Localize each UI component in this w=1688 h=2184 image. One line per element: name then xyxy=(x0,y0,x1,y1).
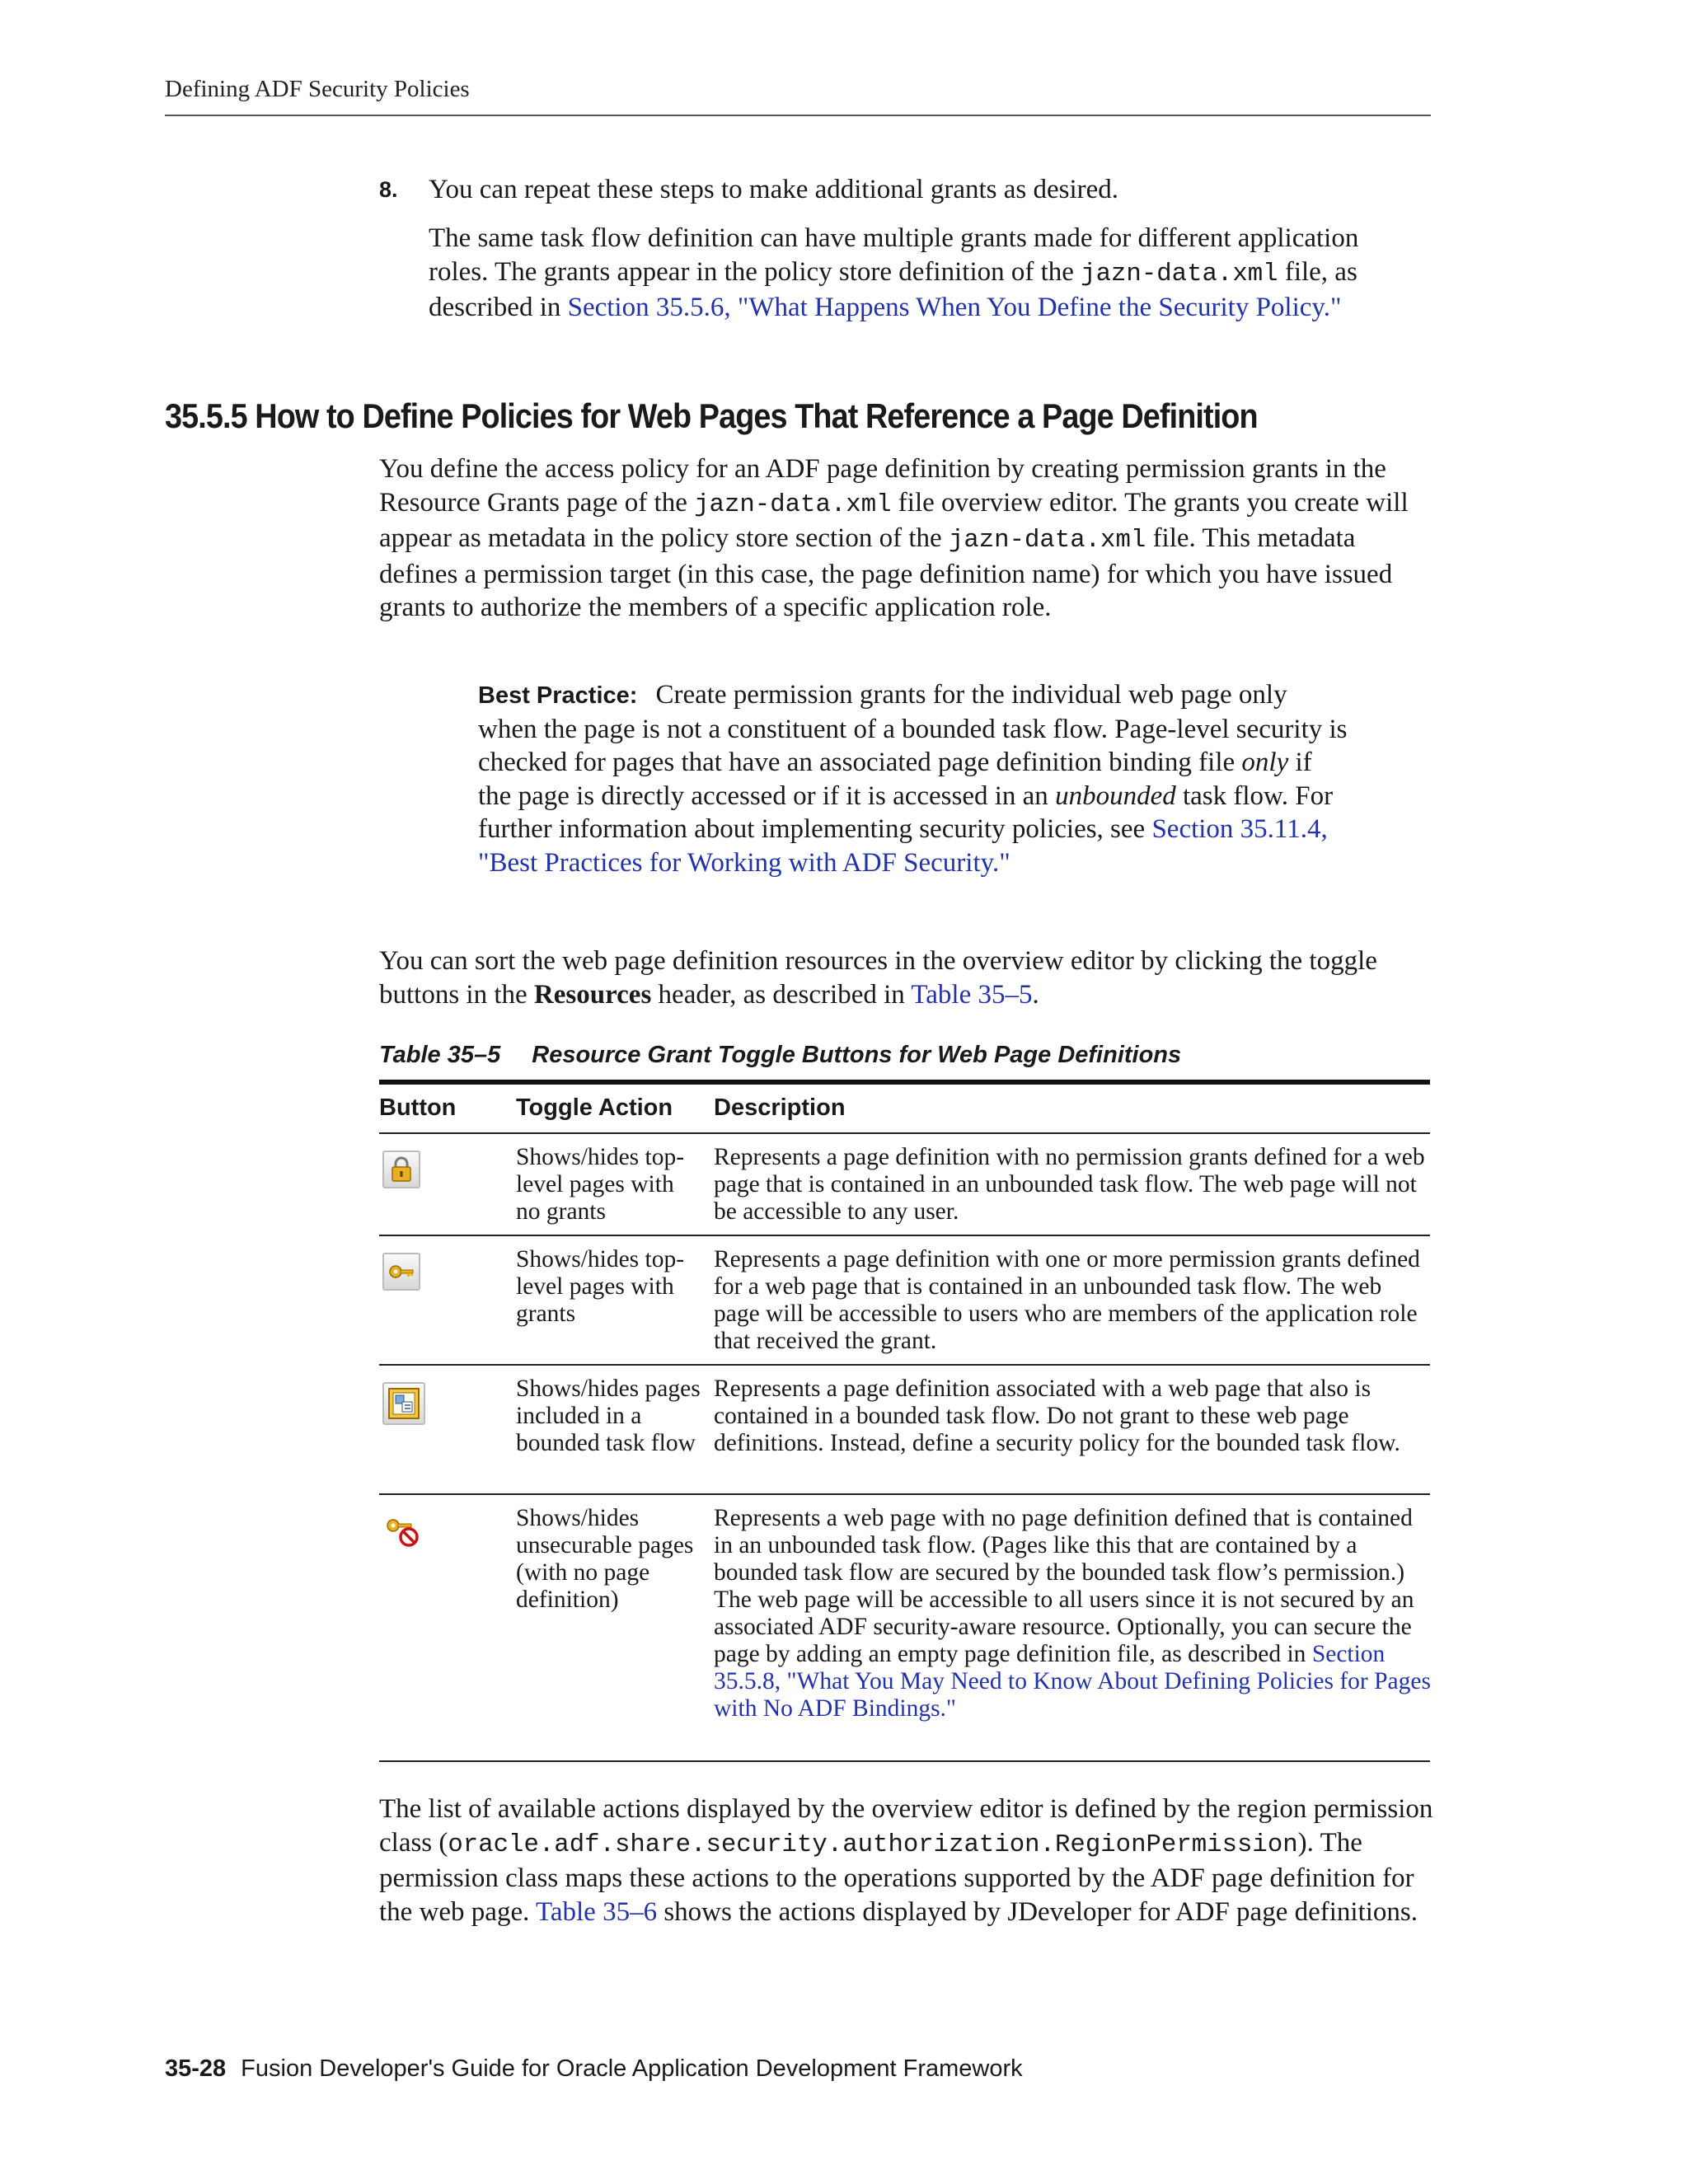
section-heading: 35.5.5 How to Define Policies for Web Pages That Reference a Page Definition xyxy=(165,396,1258,435)
best-practice-label: Best Practice: xyxy=(478,682,638,709)
best-practice-note xyxy=(478,678,1352,879)
padlock-icon[interactable] xyxy=(382,1151,420,1188)
actions-text-3: shows the actions displayed by JDeveloper for ADF page definitions. xyxy=(657,1896,1418,1927)
step-8-text-1: The same task flow definition can have multiple grants made for different application roles. The grants appear in the policy store definition of the xyxy=(429,223,1359,287)
sort-text-2: header, as described in xyxy=(651,979,912,1010)
description: Represents a page definition with one or more permission grants defined for a web page that is contained in an unbounded task flow. The web page will be accessible to users who are members of the application role that received the grant. xyxy=(714,1246,1420,1354)
best-practice-text-2: if the page is directly accessed or if it is accessed in an xyxy=(478,748,1312,811)
code-jazn-data-1: jazn-data.xml xyxy=(694,490,892,519)
table-header-row xyxy=(379,1085,1430,1134)
unsecurable-key-icon[interactable] xyxy=(382,1511,420,1549)
header-toggle-action: Toggle Action xyxy=(516,1094,673,1121)
sort-text-3: . xyxy=(1032,979,1039,1010)
description-container xyxy=(714,1505,1431,1722)
table-row xyxy=(379,1366,1430,1495)
step-8-paragraph xyxy=(429,222,1418,325)
header-rule xyxy=(165,115,1431,116)
code-jazn-data-2: jazn-data.xml xyxy=(948,526,1146,555)
step-number: 8. xyxy=(379,177,398,202)
header-description: Description xyxy=(714,1094,846,1121)
toggle-action: Shows/hides unsecurable pages (with no page definition) xyxy=(516,1505,694,1613)
toggle-action: Shows/hides top-level pages with no grants xyxy=(516,1144,685,1225)
description: Represents a page definition associated with a web page that also is contained in a bounded task flow. Do not grant to these web page definitions. Instead, define a security policy for the bounded task flow. xyxy=(714,1376,1400,1456)
actions-text-1: The list of available actions displayed by the overview editor is defined by the region permission class ( xyxy=(379,1794,1433,1858)
bounded-task-flow-page-icon[interactable] xyxy=(382,1382,425,1425)
resource-grant-table xyxy=(379,1080,1430,1762)
header-button: Button xyxy=(379,1094,457,1121)
page-footer xyxy=(165,2055,1023,2083)
best-practice-text-1: Create permission grants for the individual web page only when the page is not a constituent of a bounded task flow. Page-level security is checked for pages that have an associated page definition binding file xyxy=(478,680,1348,777)
step-8-text-2: file, as described in xyxy=(429,256,1357,322)
actions-text-2: ). The permission class maps these actions to the operations supported by the ADF page definition for the web page. xyxy=(379,1827,1414,1927)
best-practice-text-3: task flow. For further information about implementing security policies, see xyxy=(478,780,1334,844)
table-caption-number: Table 35–5 xyxy=(379,1042,501,1068)
description: Represents a web page with no page definition defined that is contained in an unbounded task flow. (Pages like this that are contained by a bounded task flow are secured by the bounded task flow’s permission.) The web page will be accessible to all users since it is not secured by an associated ADF security-aware resource. Optionally, you can secure the page by adding an empty page definition file, as described in xyxy=(714,1505,1414,1667)
link-table-35-6[interactable]: Table 35–6 xyxy=(536,1896,658,1927)
intro-text-1: You define the access policy for an ADF page definition by creating permission grants in the Resource Grants page of the xyxy=(379,454,1386,518)
link-table-35-5[interactable]: Table 35–5 xyxy=(911,979,1033,1010)
sort-paragraph xyxy=(379,944,1434,1011)
page-number: 35-28 xyxy=(165,2055,227,2082)
toggle-action: Shows/hides pages included in a bounded task flow xyxy=(516,1376,701,1456)
intro-paragraph xyxy=(379,452,1430,625)
table-caption-title: Resource Grant Toggle Buttons for Web Page Definitions xyxy=(532,1042,1182,1068)
sort-bold-resources: Resources xyxy=(533,979,652,1010)
code-region-permission: oracle.adf.share.security.authorization.RegionPermission xyxy=(448,1830,1298,1859)
best-practice-em-only: only xyxy=(1241,748,1289,777)
step-text: You can repeat these steps to make additional grants as desired. xyxy=(429,175,1119,204)
sort-text-1: You can sort the web page definition resources in the overview editor by clicking the toggle buttons in the xyxy=(379,946,1377,1010)
best-practice-em-unbounded: unbounded xyxy=(1055,780,1176,811)
actions-paragraph xyxy=(379,1793,1438,1929)
running-header: Defining ADF Security Policies xyxy=(165,76,470,102)
toggle-action: Shows/hides top-level pages with grants xyxy=(516,1246,685,1327)
key-icon[interactable] xyxy=(382,1253,420,1291)
table-row xyxy=(379,1134,1430,1236)
link-section-35-5-8[interactable]: Section 35.5.8, "What You May Need to Know About Defining Policies for Pages with No ADF Bindings." xyxy=(714,1641,1431,1722)
link-section-35-5-6[interactable]: Section 35.5.6, "What Happens When You Define the Security Policy." xyxy=(567,293,1342,322)
book-title: Fusion Developer's Guide for Oracle Application Development Framework xyxy=(241,2055,1023,2082)
intro-text-2: file overview editor. The grants you create will appear as metadata in the policy store section of the xyxy=(379,487,1409,553)
intro-text-3: file. This metadata defines a permission target (in this case, the page definition name) for which you have issued grants to authorize the members of a specific application role. xyxy=(379,523,1393,622)
link-section-35-11-4[interactable]: Section 35.11.4, "Best Practices for Working with ADF Security." xyxy=(478,814,1328,878)
table-caption xyxy=(379,1042,1181,1069)
description: Represents a page definition with no permission grants defined for a web page that is contained in an unbounded task flow. The web page will not be accessible to any user. xyxy=(714,1144,1425,1225)
table-row xyxy=(379,1495,1430,1762)
code-jazn-data: jazn-data.xml xyxy=(1081,259,1278,288)
table-row xyxy=(379,1236,1430,1366)
